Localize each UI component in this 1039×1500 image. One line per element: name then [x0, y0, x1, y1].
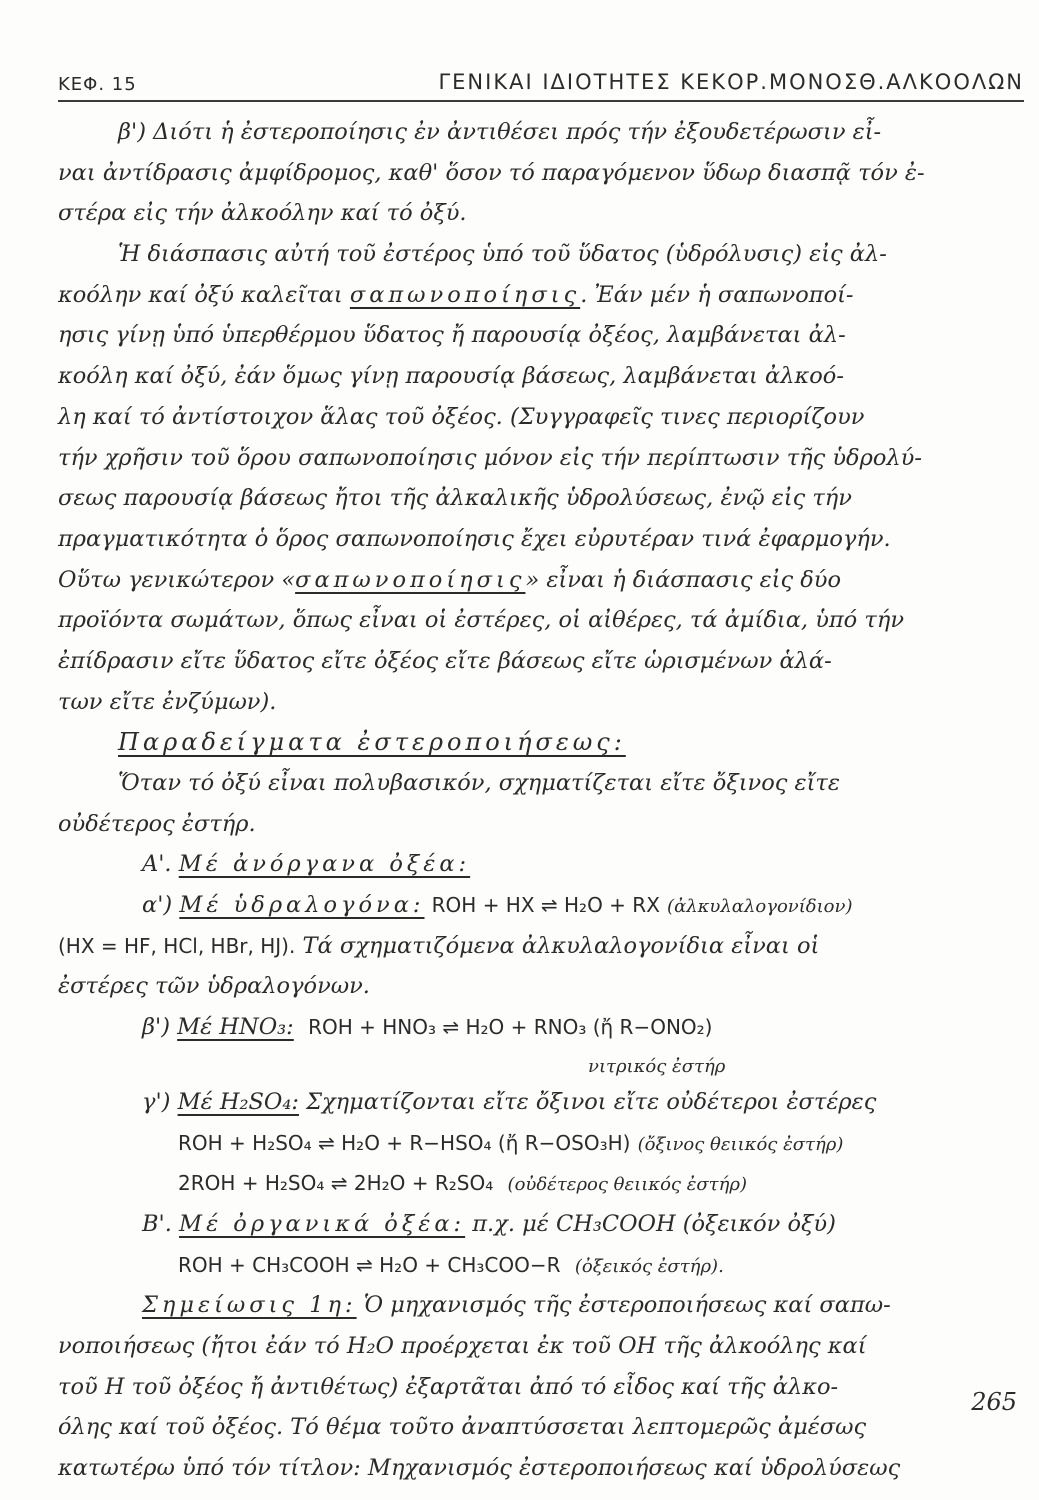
text-line — [58, 966, 1028, 1007]
text-line — [58, 397, 1028, 438]
text-line — [58, 356, 1028, 397]
line-text: λη καί τό ἀντίστοιχον ἅλας τοῦ ὀξέος. (Συγγραφεῖς τινες περιορίζουν — [58, 403, 865, 430]
reaction-title: Μέ H₂SO₄: — [177, 1088, 299, 1115]
text-line — [58, 926, 1028, 967]
line-text: π.χ. μέ CH₃COOH (ὀξεικόν ὀξύ) — [472, 1210, 836, 1237]
line-text: κοόλην καί ὀξύ καλεῖται — [58, 281, 343, 308]
line-text: Τά σχηματιζόμενα ἀλκυλαλογονίδια εἶναι οἱ — [302, 932, 820, 959]
text-line — [58, 804, 1028, 845]
reaction-line — [58, 885, 1028, 926]
text-line — [58, 600, 1028, 641]
reaction-note: (οὐδέτερος θειικός ἐστήρ) — [507, 1174, 748, 1196]
text-line — [58, 763, 1028, 804]
line-text: κοόλη καί ὀξύ, ἐάν ὅμως γίνῃ παρουσίᾳ βάσεως, λαμβάνεται ἀλκοό- — [58, 363, 844, 390]
reaction-note: (ὀξεικός ἐστήρ). — [574, 1255, 724, 1277]
line-text: σεως παρουσίᾳ βάσεως ἤτοι τῆς ἀλκαλικῆς ὑδρολύσεως, ἐνῷ εἰς τήν — [58, 485, 852, 512]
line-text: οὐδέτερος ἐστήρ. — [58, 810, 256, 837]
term-saponification: σαπωνοποίησις — [349, 281, 581, 308]
text-line — [58, 1326, 1028, 1367]
subheading — [58, 1204, 1028, 1245]
text-line — [58, 1367, 1028, 1408]
line-text: β') Διότι ἡ ἐστεροποίησις ἐν ἀντιθέσει πρός τήν ἐξουδετέρωσιν εἶ- — [118, 119, 882, 145]
reaction-line — [58, 1245, 1028, 1286]
reaction-caption — [58, 1048, 1028, 1082]
text-line — [58, 438, 1028, 479]
line-text: όλης καί τοῦ ὀξέος. Τό θέμα τοῦτο ἀναπτύσσεται λεπτομερῶς ἀμέσως — [58, 1414, 867, 1441]
reaction-note: (ὄξινος θειικός ἐστήρ) — [637, 1133, 844, 1155]
label-b: Β'. — [142, 1210, 172, 1237]
text-line — [58, 112, 1028, 153]
text-line — [58, 560, 1028, 601]
line-text: Σχηματίζονται εἴτε ὄξινοι εἴτε οὐδέτεροι ἐστέρες — [306, 1088, 877, 1115]
label-gamma: γ') — [142, 1088, 171, 1115]
line-text: . Ἐάν μέν ἡ σαπωνοποί- — [580, 281, 854, 308]
label-alpha: α') — [142, 892, 173, 919]
text-line — [58, 478, 1028, 519]
heading-text: Παραδείγματα ἐστεροποιήσεως: — [118, 728, 626, 757]
subheading-text: Μέ ἀνόργανα ὀξέα: — [178, 851, 471, 878]
running-header — [58, 66, 1024, 102]
line-text: στέρα εἰς τήν ἀλκοόλην καί τό ὀξύ. — [58, 200, 467, 227]
reaction-line — [58, 1007, 1028, 1048]
line-text: προϊόντα σωμάτων, ὅπως εἶναι οἱ ἐστέρες, οἱ αἰθέρες, τά ἀμίδια, ὑπό τήν — [58, 607, 904, 634]
reaction-equation: ROH + HX ⇌ H₂O + RX — [431, 893, 660, 918]
reaction-line — [58, 1082, 1028, 1123]
line-text: Ἡ διάσπασις αὐτή τοῦ ἐστέρος ὑπό τοῦ ὕδατος (ὑδρόλυσις) εἰς ἀλ- — [118, 241, 887, 268]
text-line — [58, 153, 1028, 194]
reaction-equation: 2ROH + H₂SO₄ ⇌ 2H₂O + R₂SO₄ — [178, 1171, 494, 1196]
note-label: Σημείωσις 1η: — [142, 1292, 357, 1319]
line-text: πραγματικότητα ὁ ὅρος σαπωνοποίησις ἔχει εὐρυτέραν τινά ἐφαρμογήν. — [58, 525, 891, 552]
chapter-title: ΓΕΝΙΚΑΙ ΙΔΙΟΤΗΤΕΣ ΚΕΚΟΡ.ΜΟΝΟΣΘ.ΑΛΚΟΟΛΩΝ — [438, 70, 1024, 94]
note-line — [58, 1285, 1028, 1326]
text-line — [58, 315, 1028, 356]
reaction-line — [58, 1163, 1028, 1204]
line-text: Οὕτω γενικώτερον « — [58, 566, 296, 593]
text-line — [58, 234, 1028, 275]
line-text: ἐστέρες τῶν ὑδραλογόνων. — [58, 973, 370, 1000]
text-line — [58, 1448, 1028, 1489]
caption-text: νιτρικός ἐστήρ — [588, 1055, 726, 1077]
label-a: Α'. — [142, 851, 172, 878]
page-body — [58, 112, 1028, 1489]
subheading-text: Μέ ὀργανικά ὀξέα: — [179, 1210, 466, 1237]
line-text: τοῦ H τοῦ ὀξέος ἤ ἀντιθέτως) ἐξαρτᾶται ἀπό τό εἶδος καί τῆς ἀλκο- — [58, 1373, 839, 1400]
line-text: των εἴτε ἐνζύμων). — [58, 688, 277, 715]
text-line — [58, 641, 1028, 682]
line-text: » εἶναι ἡ διάσπασις εἰς δύο — [525, 566, 841, 593]
line-text: ησις γίνῃ ὑπό ὑπερθέρμου ὕδατος ἤ παρουσίᾳ ὀξέος, λαμβάνεται ἀλ- — [58, 322, 846, 349]
halide-list: (HX = HF, HCl, HBr, HJ). — [58, 933, 296, 958]
reaction-equation: ROH + CH₃COOH ⇌ H₂O + CH₃COO−R — [178, 1252, 561, 1277]
text-line — [58, 1407, 1028, 1448]
reaction-equation: ROH + HNO₃ ⇌ H₂O + RNO₃ (ἤ R−ONO₂) — [308, 1015, 713, 1040]
line-text: κατωτέρω ὑπό τόν τίτλον: Μηχανισμός ἐστεροποιήσεως καί ὑδρολύσεως — [58, 1455, 901, 1481]
line-text: Ὁ μηχανισμός τῆς ἐστεροποιήσεως καί σαπω- — [363, 1292, 891, 1319]
line-text: ναι ἀντίδρασις ἀμφίδρομος, καθ' ὅσον τό παραγόμενον ὕδωρ διασπᾷ τόν ἐ- — [58, 159, 925, 186]
reaction-line — [58, 1123, 1028, 1164]
line-text: ἐπίδρασιν εἴτε ὕδατος εἴτε ὀξέος εἴτε βάσεως εἴτε ὡρισμένων ἁλά- — [58, 647, 832, 674]
text-line — [58, 682, 1028, 723]
text-line — [58, 275, 1028, 316]
subheading — [58, 844, 1028, 885]
reaction-equation: ROH + H₂SO₄ ⇌ H₂O + R−HSO₄ (ἤ R−OSO₃H) — [178, 1130, 631, 1155]
section-heading — [58, 722, 1028, 763]
line-text: Ὅταν τό ὀξύ εἶναι πολυβασικόν, σχηματίζεται εἴτε ὄξινος εἴτε — [118, 770, 840, 796]
label-beta: β') — [142, 1014, 170, 1041]
term-saponification: σαπωνοποίησις — [295, 566, 526, 593]
line-text: τήν χρῆσιν τοῦ ὅρου σαπωνοποίησις μόνον εἰς τήν περίπτωσιν τῆς ὑδρολύ- — [58, 444, 922, 471]
line-text: νοποιήσεως (ἤτοι ἐάν τό H₂O προέρχεται ἐκ τοῦ OH τῆς ἀλκοόλης καί — [58, 1332, 867, 1359]
chapter-label: ΚΕΦ. 15 — [58, 74, 137, 95]
page-number: 265 — [971, 1388, 1017, 1416]
reaction-note: (ἀλκυλαλογονίδιον) — [667, 896, 853, 918]
reaction-title: Μέ HNO₃: — [177, 1014, 294, 1041]
reaction-title: Μέ ὑδραλογόνα: — [179, 892, 425, 919]
text-line — [58, 519, 1028, 560]
text-line — [58, 193, 1028, 234]
